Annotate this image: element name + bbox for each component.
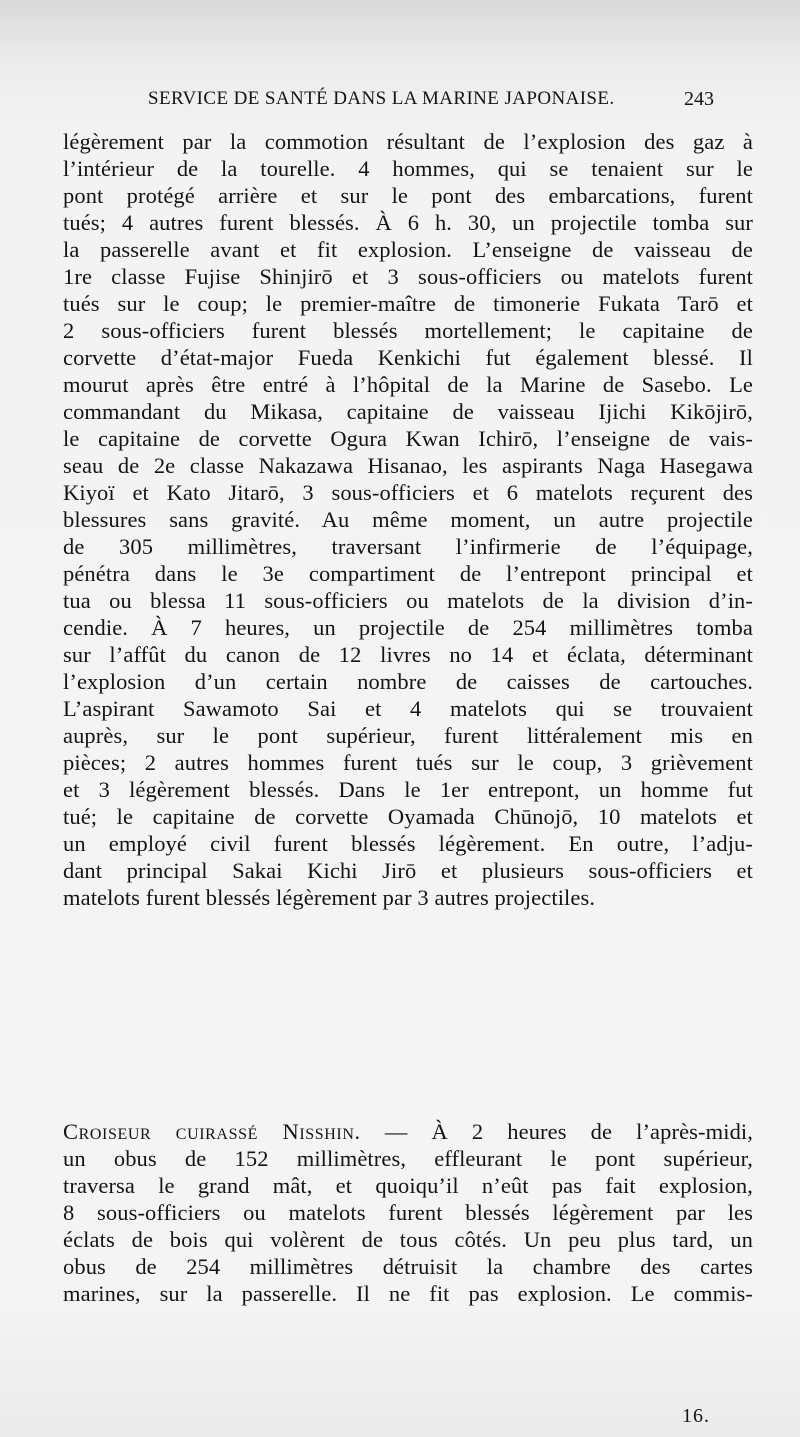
text-line: sur l’affût du canon de 12 livres no 14 et éclata, déterminant bbox=[63, 642, 753, 667]
text-line: de 305 millimètres, traversant l’infirmerie de l’équipage, bbox=[63, 534, 753, 559]
text-line: blessures sans gravité. Au même moment, un autre projectile bbox=[63, 507, 753, 532]
text-line: seau de 2e classe Nakazawa Hisanao, les aspirants Naga Hasegawa bbox=[63, 453, 753, 478]
text-line: tua ou blessa 11 sous-officiers ou matelots de la division d’in- bbox=[63, 588, 753, 613]
text-line: un obus de 152 millimètres, effleurant le pont supérieur, bbox=[63, 1146, 753, 1171]
text-line: l’intérieur de la tourelle. 4 hommes, qui se tenaient sur le bbox=[63, 156, 753, 181]
text-line: le capitaine de corvette Ogura Kwan Ichirō, l’enseigne de vais- bbox=[63, 426, 753, 451]
text-line: matelots furent blessés légèrement par 3 autres projectiles. bbox=[63, 885, 596, 910]
text-line: pont protégé arrière et sur le pont des embarcations, furent bbox=[63, 183, 753, 208]
text-fragment: — À 2 heures de l’après-midi, bbox=[384, 1119, 753, 1144]
text-line: commandant du Mikasa, capitaine de vaisseau Ijichi Kikōjirō, bbox=[63, 399, 753, 424]
text-line: obus de 254 millimètres détruisit la chambre des cartes bbox=[63, 1254, 753, 1279]
text-line: dant principal Sakai Kichi Jirō et plusieurs sous-officiers et bbox=[63, 858, 753, 883]
text-line: 1re classe Fujise Shinjirō et 3 sous-officiers ou matelots furent bbox=[63, 264, 753, 289]
text-line: mourut après être entré à l’hôpital de la Marine de Sasebo. Le bbox=[63, 372, 753, 397]
text-line: et 3 légèrement blessés. Dans le 1er entrepont, un homme fut bbox=[63, 777, 753, 802]
text-line: Kiyoï et Kato Jitarō, 3 sous-officiers et 6 matelots reçurent des bbox=[63, 480, 753, 505]
paragraph-main bbox=[63, 128, 753, 911]
text-line: 8 sous-officiers ou matelots furent blessés légèrement par les bbox=[63, 1200, 753, 1225]
signature-mark: 16. bbox=[682, 1405, 710, 1427]
text-line: auprès, sur le pont supérieur, furent littéralement mis en bbox=[63, 723, 753, 748]
text-line: la passerelle avant et fit explosion. L’enseigne de vaisseau de bbox=[63, 237, 753, 262]
text-line: tué; le capitaine de corvette Oyamada Chūnojō, 10 matelots et bbox=[63, 804, 753, 829]
text-line: pièces; 2 autres hommes furent tués sur le coup, 3 grièvement bbox=[63, 750, 753, 775]
text-line: marines, sur la passerelle. Il ne fit pas explosion. Le commis- bbox=[63, 1281, 753, 1306]
text-line: cendie. À 7 heures, un projectile de 254 millimètres tomba bbox=[63, 615, 753, 640]
text-line-heading bbox=[63, 1118, 753, 1145]
text-line: L’aspirant Sawamoto Sai et 4 matelots qui se trouvaient bbox=[63, 696, 753, 721]
text-line: corvette d’état-major Fueda Kenkichi fut également blessé. Il bbox=[63, 345, 753, 370]
text-line: tués; 4 autres furent blessés. À 6 h. 30, un projectile tomba sur bbox=[63, 210, 753, 235]
running-title: SERVICE DE SANTÉ DANS LA MARINE JAPONAISE. bbox=[148, 88, 615, 109]
text-line: éclats de bois qui volèrent de tous côtés. Un peu plus tard, un bbox=[63, 1227, 753, 1252]
text-line: l’explosion d’un certain nombre de caisses de cartouches. bbox=[63, 669, 753, 694]
page-header bbox=[148, 88, 714, 120]
text-line: 2 sous-officiers furent blessés mortellement; le capitaine de bbox=[63, 318, 753, 343]
text-line: légèrement par la commotion résultant de l’explosion des gaz à bbox=[63, 129, 753, 154]
text-line: un employé civil furent blessés légèrement. En outre, l’adju- bbox=[63, 831, 753, 856]
text-line: tués sur le coup; le premier-maître de timonerie Fukata Tarō et bbox=[63, 291, 753, 316]
paragraph-nisshin bbox=[63, 1118, 753, 1307]
text-line: pénétra dans le 3e compartiment de l’entrepont principal et bbox=[63, 561, 753, 586]
text-line: traversa le grand mât, et quoiqu’il n’eût pas fait explosion, bbox=[63, 1173, 753, 1198]
section-heading: Croiseur cuirassé Nisshin. bbox=[63, 1119, 361, 1144]
page-number: 243 bbox=[684, 88, 714, 110]
